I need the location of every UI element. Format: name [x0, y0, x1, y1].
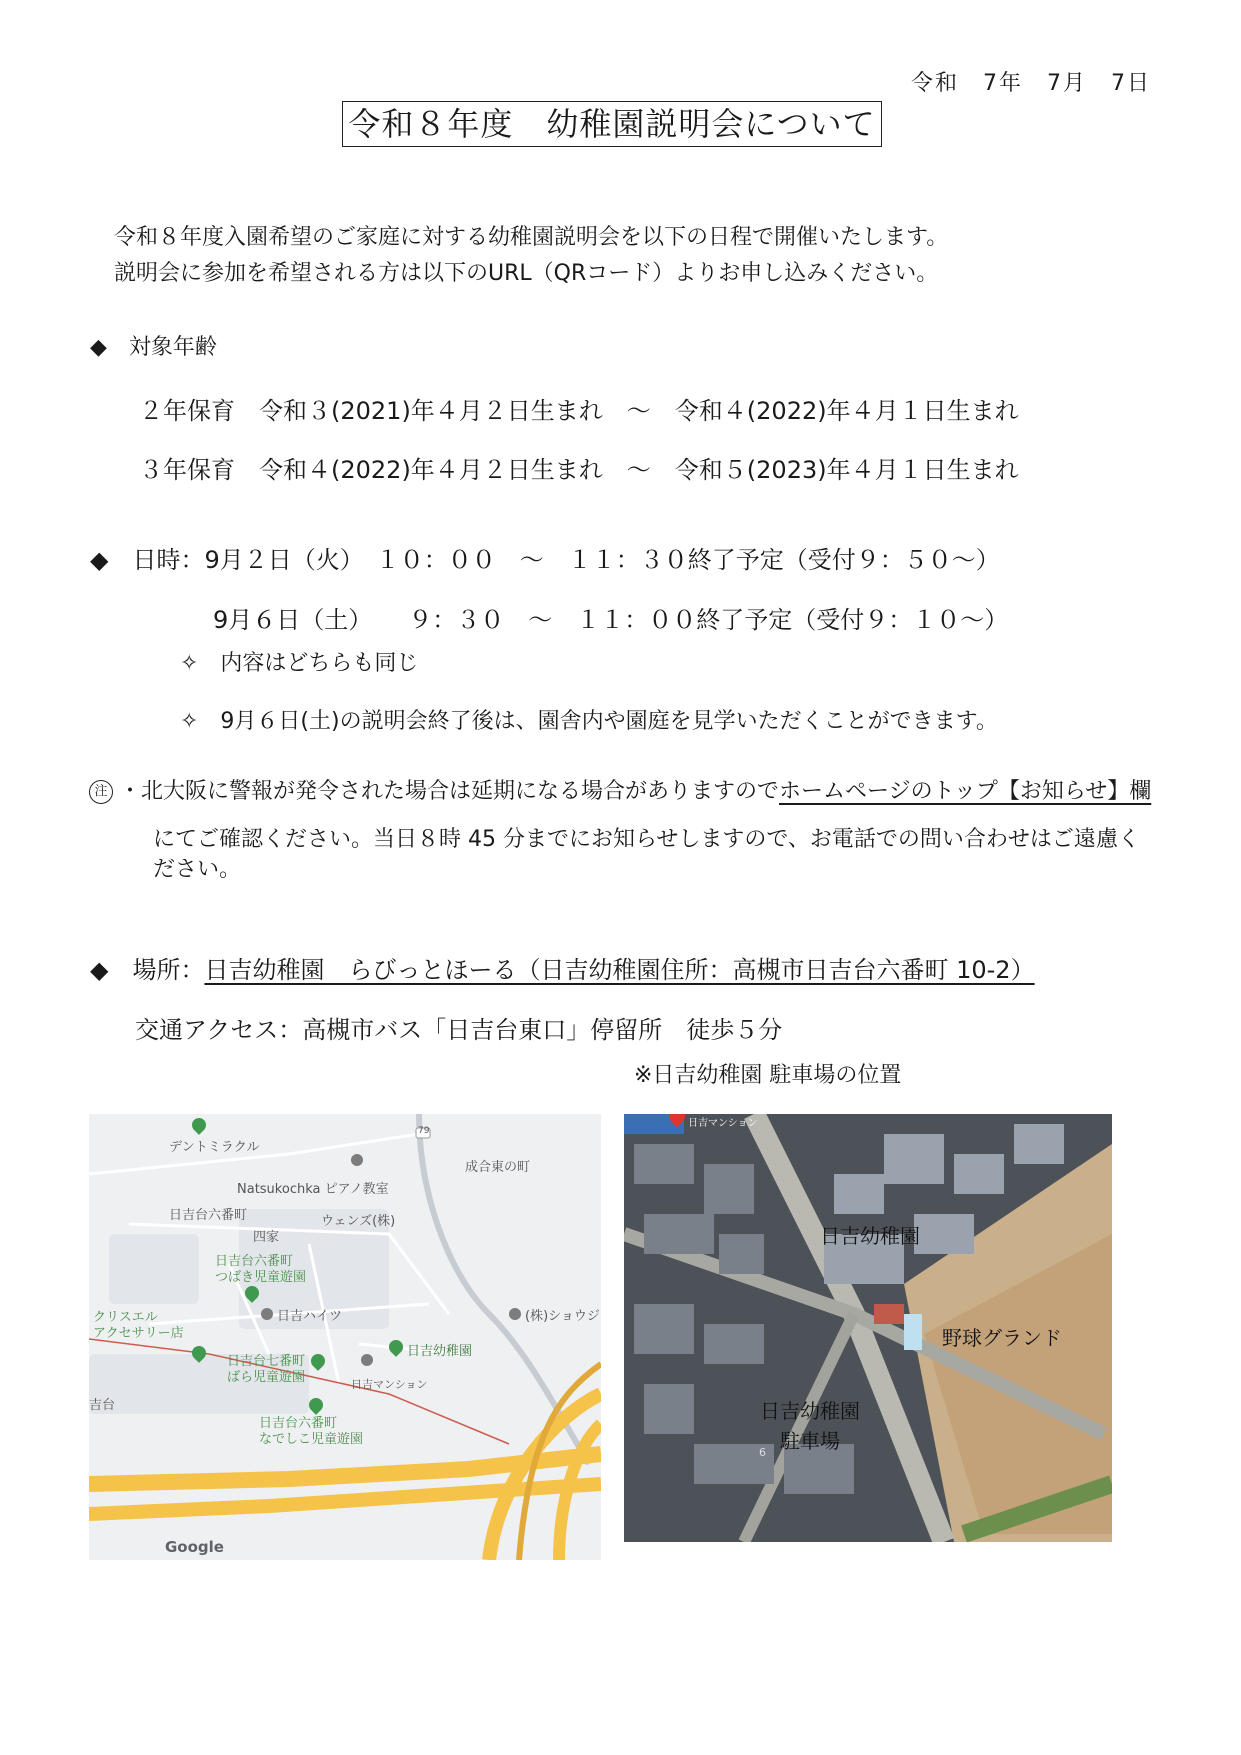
age-row-3year: ３年保育 令和４(2022)年４月２日生まれ ～ 令和５(2023)年４月１日生まれ	[139, 456, 1019, 484]
map-label-shike: 四家	[253, 1230, 280, 1245]
map-label-wens: ウェンズ(株)	[321, 1214, 396, 1229]
map-label-tsubaki: 日吉台六番町 つばき児童遊園	[215, 1254, 307, 1285]
satellite-label-mansion: 日吉マンション	[688, 1118, 758, 1129]
place-address: 日吉幼稚園 らびっとほーる（日吉幼稚園住所：高槻市日吉台六番町 10-2）	[204, 956, 1035, 984]
place-line	[90, 950, 1035, 985]
satellite-label-kindergarten: 日吉幼稚園	[820, 1224, 920, 1248]
satellite-label-parking: 日吉幼稚園 駐車場	[760, 1399, 860, 1453]
satellite-label-ground: 野球グランド	[942, 1326, 1062, 1350]
map-label-naruai: 成合東の町	[465, 1160, 531, 1175]
access-line: 交通アクセス：高槻市バス「日吉台東口」停留所 徒歩５分	[135, 1016, 783, 1044]
school-pin-icon	[351, 1154, 363, 1166]
map-label-bara: 日吉台七番町 ばら児童遊園	[227, 1354, 306, 1385]
intro-line-1: 令和８年度入園希望のご家庭に対する幼稚園説明会を以下の日程で開催いたします。	[114, 225, 949, 250]
caution-text: ・北大阪に警報が発令された場合は延期になる場合がありますので	[119, 779, 780, 804]
map-label-shoji: (株)ショウジ	[525, 1309, 600, 1324]
page-title: 令和８年度 幼稚園説明会について	[342, 101, 882, 147]
caution-line-2: にてご確認ください。当日８時 45 分までにお知らせしますので、お電話での問い合わせはご遠慮く	[153, 827, 1140, 852]
map-label-dai: 吉台	[89, 1398, 116, 1413]
map-label-nadeshiko: 日吉台六番町 なでしこ児童遊園	[259, 1416, 364, 1447]
map-label-heights: 日吉ハイツ	[277, 1309, 343, 1324]
shoji-pin-icon	[509, 1308, 521, 1320]
place-label: ◆ 場所：	[90, 956, 205, 984]
parking-note: ※日吉幼稚園 駐車場の位置	[634, 1063, 902, 1088]
caution-line-3: ださい。	[153, 857, 242, 882]
map-label-kindergarten: 日吉幼稚園	[407, 1344, 473, 1359]
homepage-link[interactable]: ホームページのトップ【お知らせ】欄	[779, 779, 1152, 804]
schedule-line-1: ◆ 日時：9月２日（火） １０：００ ～ １１：３０終了予定（受付９：５０～）	[90, 546, 1000, 574]
map-label-crisel: クリスエル アクセサリー店	[93, 1310, 184, 1341]
map-label-mansion: 日吉マンション	[351, 1378, 428, 1391]
caution-line-1	[89, 774, 1151, 805]
age-heading: ◆ 対象年齢	[90, 335, 217, 360]
schedule-note-2: ✧ 9月６日(土)の説明会終了後は、園舎内や園庭を見学いただくことができます。	[180, 709, 998, 734]
age-row-2year: ２年保育 令和３(2021)年４月２日生まれ ～ 令和４(2022)年４月１日生まれ	[139, 397, 1019, 425]
google-logo: Google	[165, 1538, 224, 1556]
map-label-rokuban: 日吉台六番町	[169, 1208, 248, 1223]
intro-line-2: 説明会に参加を希望される方は以下のURL（QRコード）よりお申し込みください。	[114, 261, 939, 286]
mansion-pin-icon	[361, 1354, 373, 1366]
heights-pin-icon	[261, 1308, 273, 1320]
caution-marker: 注	[89, 780, 113, 804]
satellite-map	[624, 1114, 1112, 1542]
area-map	[89, 1114, 601, 1560]
map-label-natsukochka: Natsukochka ピアノ教室	[237, 1182, 389, 1197]
satellite-label-six: 6	[759, 1446, 766, 1459]
map-label-dentomiracle: デントミラクル	[169, 1140, 260, 1155]
schedule-note-1: ✧ 内容はどちらも同じ	[180, 651, 419, 676]
document-date: 令和 7年 7月 7日	[911, 71, 1151, 96]
schedule-line-2: 9月６日（土） ９：３０ ～ １１：００終了予定（受付９：１０～）	[213, 606, 1009, 634]
route-79-label: 79	[418, 1126, 430, 1136]
